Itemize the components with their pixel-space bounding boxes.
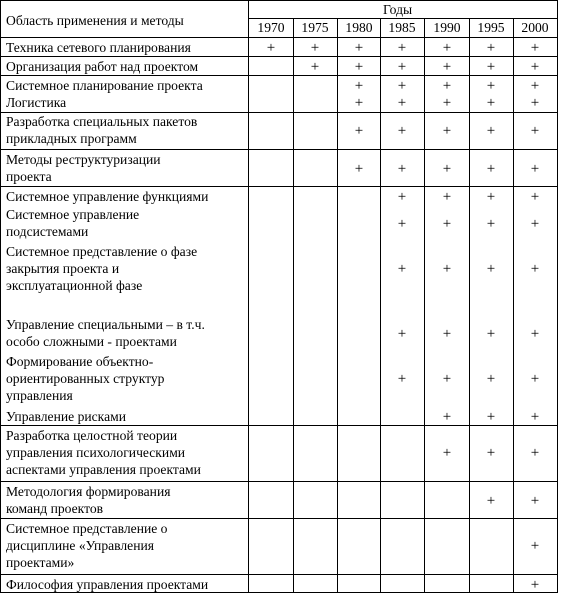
header-years-label: Годы — [383, 2, 413, 17]
plus-mark: + — [397, 261, 407, 278]
plus-mark: + — [442, 122, 452, 139]
plus-mark: + — [486, 325, 496, 342]
row-label-line: ориентированных структур — [6, 371, 165, 387]
plus-mark: + — [310, 40, 320, 56]
plus-mark: + — [354, 95, 364, 111]
plus-mark: + — [486, 78, 496, 94]
row-label-line: Системное управление — [6, 207, 140, 222]
header-area-label: Область применения и методы — [6, 13, 184, 28]
plus-mark: + — [354, 78, 364, 94]
plus-mark: + — [354, 122, 364, 139]
row-label-line: Методология формирования — [6, 484, 171, 499]
plus-mark: + — [530, 325, 540, 342]
plus-mark: + — [486, 215, 496, 232]
row-label-line: прикладных программ — [6, 131, 137, 147]
plus-mark: + — [486, 371, 496, 388]
plus-mark: + — [397, 59, 407, 75]
plus-mark: + — [397, 40, 407, 56]
plus-mark: + — [530, 40, 540, 56]
row-label-line: управления — [6, 388, 73, 404]
year-header-cell: 2000 — [521, 20, 549, 35]
plus-mark: + — [530, 78, 540, 94]
plus-mark: + — [486, 40, 496, 56]
plus-mark: + — [397, 325, 407, 342]
row-label-line: команд проектов — [6, 501, 104, 517]
plus-mark: + — [530, 538, 540, 555]
plus-mark: + — [530, 492, 540, 509]
plus-mark: + — [530, 95, 540, 111]
plus-mark: + — [310, 59, 320, 75]
plus-mark: + — [486, 122, 496, 139]
row-label-line: особо сложными - проектами — [6, 334, 177, 350]
plus-mark: + — [442, 59, 452, 75]
plus-mark: + — [397, 95, 407, 111]
row-label-line: Философия управления проектами — [6, 577, 209, 592]
row-label-line: Управление специальными – в т.ч. — [6, 317, 205, 332]
plus-mark: + — [442, 371, 452, 388]
plus-mark: + — [354, 160, 364, 177]
year-header-cell: 1990 — [433, 20, 461, 35]
plus-mark: + — [486, 95, 496, 111]
row-label-line: Системное планирование проекта — [6, 78, 203, 93]
row-label-line: управления психологическими — [6, 445, 186, 461]
row-label-line: подсистемами — [6, 224, 89, 240]
plus-mark: + — [486, 492, 496, 509]
row-label-line: Системное представление о фазе — [6, 244, 198, 259]
year-header-cell: 1995 — [477, 20, 505, 35]
plus-mark: + — [442, 95, 452, 111]
row-label-line: Разработка специальных пакетов — [6, 114, 198, 129]
plus-mark: + — [442, 160, 452, 177]
row-label-line: аспектами управления проектами — [6, 462, 201, 478]
plus-mark: + — [486, 261, 496, 278]
row-label-line: дисциплине «Управления — [6, 538, 155, 554]
row-label-line: Методы реструктуризации — [6, 152, 161, 167]
row-label-line: Системное представление о — [6, 521, 168, 536]
row-label-line: закрытия проекта и — [6, 261, 120, 277]
year-header-cell: 1980 — [345, 20, 373, 35]
plus-mark: + — [397, 122, 407, 139]
plus-mark: + — [530, 160, 540, 177]
plus-mark: + — [354, 59, 364, 75]
row-label-line: эксплуатационной фазе — [6, 278, 143, 294]
plus-mark: + — [442, 78, 452, 94]
plus-mark: + — [442, 325, 452, 342]
plus-mark: + — [442, 409, 452, 425]
plus-mark: + — [442, 189, 452, 205]
plus-mark: + — [530, 189, 540, 205]
plus-mark: + — [442, 215, 452, 232]
row-label-line: проектами» — [6, 555, 75, 571]
plus-mark: + — [397, 215, 407, 232]
plus-mark: + — [530, 371, 540, 388]
plus-mark: + — [442, 261, 452, 278]
plus-mark: + — [354, 40, 364, 56]
row-label-line: проекта — [6, 169, 52, 185]
plus-mark: + — [486, 160, 496, 177]
plus-mark: + — [530, 445, 540, 462]
plus-mark: + — [486, 189, 496, 205]
plus-mark: + — [486, 445, 496, 462]
plus-mark: + — [530, 261, 540, 278]
row-label-line: Логистика — [6, 95, 67, 110]
row-label-line: Управление рисками — [6, 409, 126, 424]
plus-mark: + — [530, 215, 540, 232]
year-header-cell: 1985 — [388, 20, 416, 35]
row-label-line: Системное управление функциями — [6, 189, 209, 204]
plus-mark: + — [486, 59, 496, 75]
plus-mark: + — [530, 409, 540, 425]
year-header-cell: 1970 — [257, 20, 285, 35]
plus-mark: + — [397, 78, 407, 94]
plus-mark: + — [442, 445, 452, 462]
row-label-line: Формирование объектно- — [6, 354, 154, 369]
plus-mark: + — [486, 409, 496, 425]
plus-mark: + — [266, 40, 276, 56]
plus-mark: + — [530, 577, 540, 593]
plus-mark: + — [442, 40, 452, 56]
plus-mark: + — [397, 160, 407, 177]
row-label-line: Разработка целостной теории — [6, 428, 178, 443]
row-label-line: Организация работ над проектом — [6, 59, 199, 74]
plus-mark: + — [397, 371, 407, 388]
row-label-line: Техника сетевого планирования — [6, 40, 191, 55]
year-header-cell: 1975 — [301, 20, 329, 35]
plus-mark: + — [530, 122, 540, 139]
plus-mark: + — [530, 59, 540, 75]
plus-mark: + — [397, 189, 407, 205]
